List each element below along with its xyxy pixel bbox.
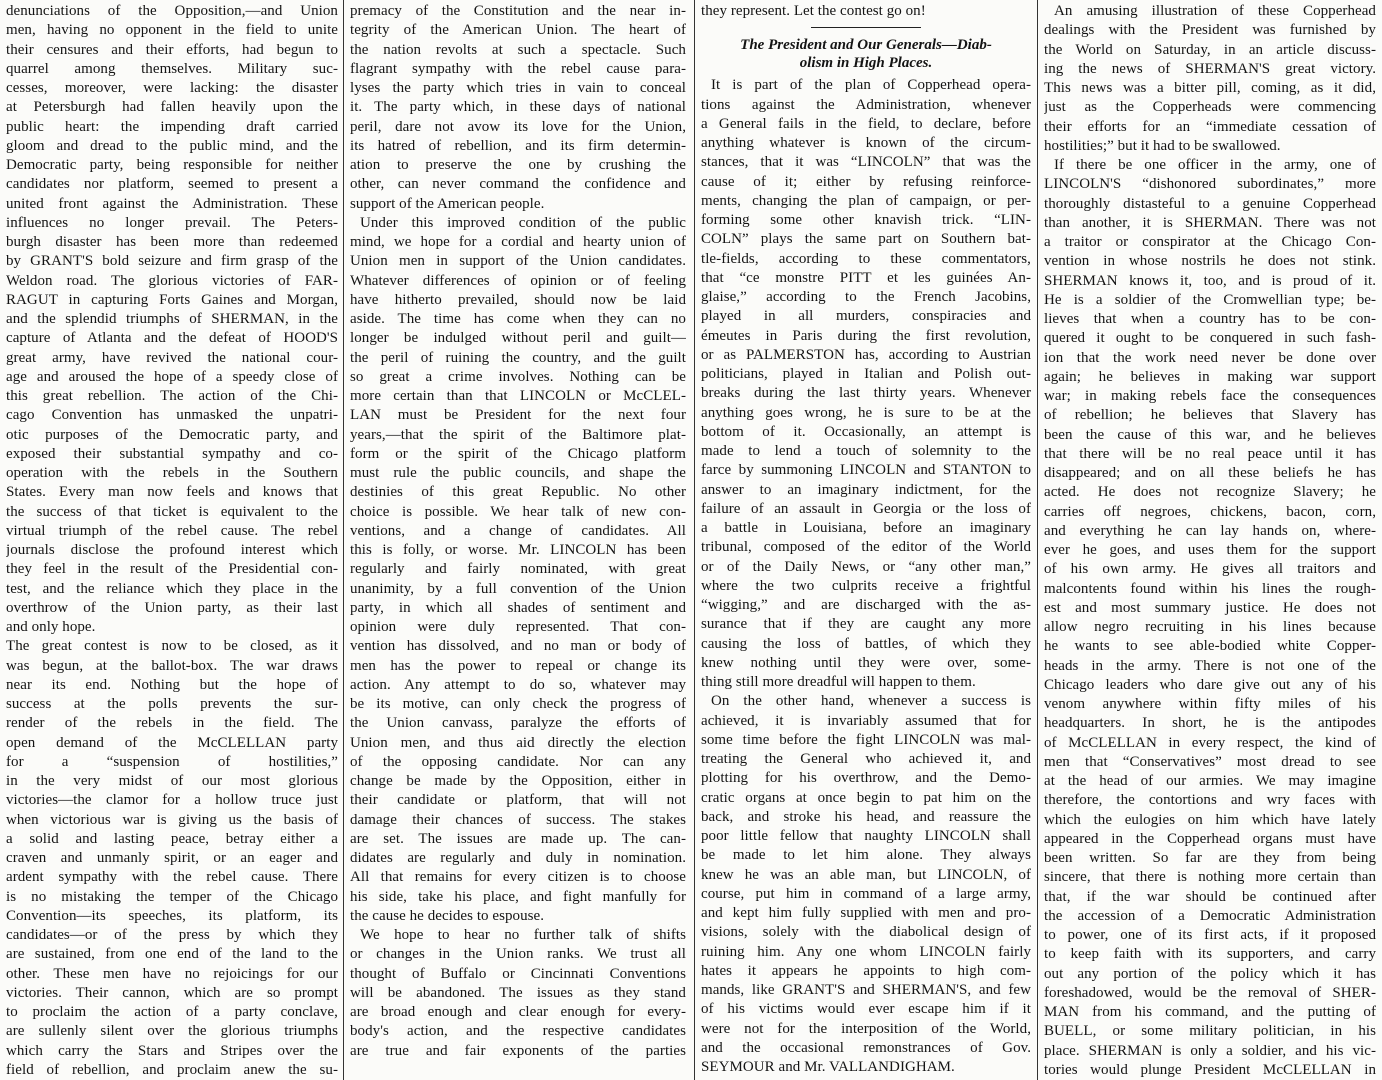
text-line: thoroughly distasteful to a genuine Copperhead [1044,195,1376,212]
text-line: a General fails in the field, to declare, before [701,115,1031,132]
text-line: field of rebellion, and proclaim anew the su- [6,1061,338,1078]
text-line: therefore, the contortions and wry faces with [1044,792,1376,809]
text-line: virtual triumph of the rebel cause. The rebel [6,522,338,539]
text-line: All that remains for every citizen is to choose [350,869,686,886]
text-line: quered it ought to be conquered in such fash- [1044,330,1376,347]
text-line: forming some other knavish trick. “LIN- [701,212,1031,228]
text-line: back, and stroke his head, and reassure the [701,808,1031,825]
text-line: and kept him fully supplied with men and pro- [701,905,1031,921]
text-line: The great contest is now to be closed, as it [6,638,338,655]
text-line: glaise,” according to the French Jacobins, [701,289,1031,305]
text-line: been the cause of this war, and he believes [1044,426,1376,443]
text-line: treating the General who achieved it, and [701,751,1031,767]
text-line: the Union canvass, paralyze the efforts of [350,715,686,732]
text-line: to power, one of its first acts, if it proposed [1044,927,1376,943]
newspaper-column-3 [701,2,1031,1078]
text-line: just as the Copperheads were commencing [1044,99,1376,116]
text-line: émeutes in Paris during the first revolution, [701,327,1031,344]
text-line: more certain than that LINCOLN or McCLEL- [350,388,686,404]
text-line: a traitor or conspirator at the Chicago Con- [1044,234,1376,250]
text-line: breaks during the last thirty years. Whenever [701,385,1031,402]
text-line: which the eulogies on him which have lately [1044,811,1376,828]
text-line: foreshadowed, would be the removal of SHER- [1044,984,1376,1001]
text-line: journals disclose the profound interest which [6,542,338,558]
text-line: support of the American people. [350,195,545,212]
text-line: of rebellion; he believes that Slavery has [1044,407,1376,424]
text-line: action. Any attempt to do so, whatever may [350,676,686,693]
text-line: are true and fair exponents of the parties [350,1042,686,1059]
text-line: its hatred of rebellion, and its firm determin- [350,137,686,154]
text-line: and the splendid triumphs of SHERMAN, in the [6,311,338,327]
text-line: near its end. Nothing but the hope of [6,676,338,693]
text-line: knew nothing until they were over, some- [701,654,1031,671]
text-line: quarrel among themselves. Military suc- [6,60,338,77]
text-line: they feel in the result of the Presidential con- [6,561,338,578]
text-line: cause of it; either by refusing reinforce- [701,173,1031,190]
text-line: denunciations of the Opposition,—and Union [6,3,338,19]
text-line: ruining him. Any one whom LINCOLN fairly [701,943,1031,960]
text-line: LINCOLN'S “dishonored subordinates,” more [1044,176,1376,193]
text-line: are sullenly silent over the glorious triumphs [6,1023,338,1040]
text-line: sincere, that there is nothing more certain than [1044,869,1376,886]
text-line: open demand of the McCLELLAN party [6,734,338,751]
text-line: at the head of our armies. We may imagine [1044,773,1376,789]
paragraph [350,214,686,926]
text-line: body's action, and the respective candidates [350,1023,686,1040]
text-line: achieved, it is invariably assumed that for [701,712,1031,729]
text-line: vention has dissolved, and no man or body of [350,638,686,655]
text-line: cesses, moreover, were lacking: the disaster [6,80,338,96]
text-line: Weldon road. The glorious victories of FAR- [6,272,338,289]
text-line: headquarters. In short, he is the antipodes [1044,715,1376,732]
text-line: of McCLELLAN in every respect, the kind of [1044,734,1376,751]
text-line: they represent. Let the contest go on! [701,3,926,19]
text-line: will be abandoned. The issues as they stand [350,984,686,1001]
text-line: MAN from his command, and the putting of [1044,1004,1376,1020]
text-line: SHERMAN knows it, too, and is proud of it. [1044,272,1376,289]
text-line: must rule the public councils, and shape the [350,465,686,481]
text-line: destinies of this great Republic. No other [350,484,686,501]
text-line: Democratic party, being responsible for neither [6,157,338,173]
text-line: regularly and fairly nominated, with great [350,561,686,578]
text-line: be its motive, can only check the progress of [350,696,686,712]
text-line: are broad enough and clear enough for every- [350,1004,686,1020]
text-line: hates it appears he appoints to high com- [701,962,1031,979]
text-line: played in all murders, conspiracies and [701,308,1031,325]
text-line: carries off negroes, chickens, bacon, corn, [1044,503,1376,520]
text-line: thought of Buffalo or Cincinnati Conventions [350,965,686,982]
text-line: have hitherto prevailed, should now be laid [350,291,686,308]
text-line: mands, like GRANT'S and SHERMAN'S, and few [701,982,1031,998]
text-line: peril, dare not avow its love for the Union, [350,118,686,135]
text-line: dealings with the President was furnished by [1044,22,1376,39]
text-line: acted. He does not recognize Slavery; he [1044,484,1376,501]
text-line: of the opposing candidate. Nor can any [350,753,686,770]
text-line: the success of that ticket is equivalent to the [6,503,338,520]
text-line: craven and unmanly spirit, or an eager and [6,850,338,866]
text-line: the World on Saturday, in an article discuss- [1044,41,1376,58]
text-line: his side, take his place, and fight manfully for [350,888,686,905]
text-line: or of the Daily News, or “any other man,” [701,558,1031,575]
text-line: He is a soldier of the Cromwellian type; be- [1044,291,1376,308]
text-line: On the other hand, whenever a success is [711,693,1031,710]
text-line: other, can never command the confidence and [350,176,686,193]
text-line: of his own army. He gives all traitors and [1044,561,1376,578]
text-line: to keep faith with its supporters, and carry [1044,946,1376,963]
text-line: age and aroused the hope of a speedy close of [6,368,338,385]
text-line: LAN must be President for the next four [350,407,686,424]
text-line: answer to an imaginary indictment, for the [701,481,1031,498]
text-line: If there be one officer in the army, one of [1054,157,1376,173]
text-line: knew he was an able man, but LINCOLN, of [701,866,1031,883]
text-line: public heart: the impending draft carried [6,118,338,135]
text-line: or as PALMERSTON has, according to Austrian [701,346,1031,363]
text-line: tions against the Administration, whenever [701,96,1031,113]
text-line: It is part of the plan of Copperhead opera- [711,77,1031,94]
text-line: heads in the army. There is not one of the [1044,657,1376,674]
text-line: lyses the party which tries in vain to conceal [350,80,686,96]
text-line: plotting for his overthrow, and the Demo- [701,770,1031,787]
text-line: tories would plunge President McCLELLAN in [1044,1061,1376,1078]
paragraph [701,76,1031,692]
text-line: are set. The issues are made up. The can- [350,830,686,847]
text-line: surance that if they are caught any more [701,616,1031,633]
text-line: made to lend a touch of solemnity to the [701,443,1031,459]
text-line: BUELL, or some military politician, in his [1044,1023,1376,1040]
text-line: influences no longer prevail. The Peters- [6,214,338,231]
text-line: ing the news of SHERMAN'S great victory. [1044,60,1376,77]
text-line: victories. Their cannon, which are so prompt [6,984,338,1001]
text-line: lieves that when a country has to be con- [1044,311,1376,327]
text-line: so great a crime involves. Nothing can be [350,368,686,385]
text-line: Union men, and thus aid directly the election [350,734,686,751]
text-line: be made to let him alone. They always [701,847,1031,864]
text-line: to proclaim the action of a party conclave, [6,1004,338,1020]
text-line: cago Convention has unmasked the unpatri- [6,407,338,424]
text-line: that, if the war should be continued after [1044,888,1376,905]
text-line: operation with the rebels in the Southern [6,465,338,481]
text-line: where the two culprits receive a frightful [701,577,1031,594]
text-line: ventions, and a change of candidates. All [350,522,686,539]
text-line: ion that the work need never be done over [1044,349,1376,366]
paragraph [6,2,338,637]
text-line: damage their chances of success. The stakes [350,811,686,828]
text-line: their censures and their efforts, had begun to [6,41,338,58]
text-line: gloom and dread to the public mind, and the [6,137,338,154]
text-line: that “ce monstre PITT et les guinées An- [701,269,1031,286]
text-line: cratic organs at once begin to pat him on the [701,789,1031,806]
paragraph [1044,2,1376,156]
text-line: or changes in the Union ranks. We trust all [350,946,686,963]
text-line: their candidate or platform, that will not [350,792,686,809]
text-line: causing the loss of battles, of which they [701,635,1031,652]
text-line: party, in which all shades of sentiment and [350,599,686,616]
text-line: stances, that it was “LINCOLN” that was the [701,154,1031,171]
text-line: war; in making rebels face the consequences [1044,388,1376,404]
text-line: change be made by the Opposition, either in [350,773,686,789]
text-line: States. Every man now feels and knows that [6,484,338,501]
text-line: than another, it is SHERMAN. There was not [1044,214,1376,231]
text-line: tle-fields, according to these commentators, [701,250,1031,267]
text-line: aside. The time has come when they can no [350,311,686,327]
text-line: ever he goes, and uses them for the support [1044,542,1376,558]
text-line: An amusing illustration of these Copperhead [1054,3,1376,19]
text-line: est and most summary justice. He does not [1044,599,1376,616]
text-line: Union men in support of the Union candidates. [350,253,686,270]
text-line: great army, have revived the national cour- [6,349,338,366]
text-line: that there will be no real peace until it has [1044,445,1376,462]
text-line: render of the rebels in the field. The [6,715,338,732]
text-line: place. SHERMAN is only a soldier, and his vic- [1044,1042,1376,1059]
paragraph [701,2,1031,21]
paragraph [6,637,338,1078]
text-line: which carry the Stars and Stripes over the [6,1042,338,1059]
text-line: anything whatever is known of the circum- [701,135,1031,151]
text-line: otic purposes of the Democratic party, and [6,426,338,443]
text-line: opinion were duly represented. That con- [350,619,686,635]
text-line: of his victims would ever escape him if it [701,1001,1031,1018]
text-line: venom anywhere within fifty miles of his [1044,696,1376,712]
text-line: RAGUT in capturing Forts Gaines and Morgan, [6,291,338,308]
text-line: are sustained, from one end of the land to the [6,946,338,963]
paragraph [701,692,1031,1077]
text-line: victories—the clamor for a hollow truce just [6,792,338,809]
text-line: COLN” plays the same part on Southern bat- [701,231,1031,248]
text-line: was begun, at the ballot-box. The war draws [6,657,338,674]
text-line: longer be indulged without peril and guilt— [350,330,686,347]
text-line: the cause he decides to espouse. [350,907,545,924]
text-line: appeared in the Copperhead organs must have [1044,830,1376,847]
text-line: failure of an assault in Georgia or the loss of [701,500,1031,517]
text-line: Under this improved condition of the public [360,214,686,231]
text-line: thing still more dreadful will happen to them. [701,674,976,690]
text-line: disappeared; and on all these beliefs he has [1044,465,1376,481]
text-line: didates are regularly and duly in nomination. [350,850,686,866]
text-line: malcontents found within his lines the rough- [1044,580,1376,597]
text-line: tribunal, composed of the editor of the World [701,539,1031,556]
text-line: the accession of a Democratic Administration [1044,907,1376,924]
column-rule [343,0,344,1080]
text-line: the nation revolts at such a spectacle. Such [350,41,686,58]
text-line: a solid and lasting peace, betray either a [6,830,338,847]
column-rule [1037,0,1038,1080]
text-line: unanimity, by a full convention of the Union [350,580,686,597]
text-line: and everything he can lay hands on, where- [1044,522,1376,539]
paragraph [350,2,686,214]
text-line: ments, changing the plan of campaign, or per- [701,192,1031,209]
text-line: test, and the reliance which they place in the [6,580,338,597]
text-line: men has the power to repeal or change its [350,657,686,674]
text-line: their efforts for an “immediate cessation of [1044,118,1376,135]
text-line: tegrity of the American Union. The heart of [350,22,686,39]
text-line: premacy of the Constitution and the near in- [350,3,686,19]
text-line: the peril of ruining the country, and the guilt [350,349,686,366]
newspaper-column-2 [350,2,686,1078]
text-line: years,—that the spirit of the Baltimore plat- [350,426,686,443]
text-line: other. These men have no rejoicings for our [6,965,338,982]
text-line: in the very midst of our most glorious [6,773,338,789]
newspaper-column-4 [1044,2,1376,1078]
text-line: united front against the Administration. These [6,195,338,212]
text-line: he wants to see able-bodied white Copper- [1044,638,1376,655]
text-line: is no mistaking the temper of the Chicago [6,888,338,905]
text-line: been written. So far are they from being [1044,850,1376,866]
article-headline: olism in High Places. [799,55,933,72]
text-line: farce by summoning LINCOLN and STANTON to [701,462,1031,479]
text-line: ation to preserve the one by crushing the [350,157,686,173]
text-line: hostilities;” but it had to be swallowed. [1044,137,1281,154]
text-line: vention in whose nostrils he does not stink. [1044,253,1376,270]
text-line: anything goes wrong, he is sure to be at the [701,404,1031,421]
text-line: politicians, played in Italian and Polish out- [701,366,1031,382]
text-line: burgh disaster has been more than redeemed [6,234,338,250]
text-line: poor little fellow that naughty LINCOLN shall [701,828,1031,844]
paragraph [1044,156,1376,1078]
text-line: again; he believes in making war support [1044,368,1376,385]
text-line: mind, we hope for a cordial and hearty union of [350,234,686,250]
text-line: this is folly, or worse. Mr. LINCOLN has been [350,542,686,558]
text-line: capture of Atlanta and the defeat of HOOD'S [6,330,338,347]
text-line: allow negro recruiting in his lines because [1044,619,1376,635]
text-line: ardent sympathy with the rebel cause. There [6,869,338,886]
text-line: men that “Conservatives” most dread to see [1044,753,1376,770]
text-line: visions, solely with the diabolical design of [701,924,1031,941]
text-line: for a “suspension of hostilities,” [6,753,338,770]
text-line: bottom of it. Occasionally, an attempt is [701,423,1031,440]
article-headline: The President and Our Generals—Diab- [740,37,992,54]
text-line: out any portion of the policy which it has [1044,965,1376,982]
text-line: choice is possible. We hear talk of new con- [350,503,686,520]
text-line: exposed their substantial sympathy and co- [6,445,338,462]
text-line: “wigging,” and are discharged with the as- [701,597,1031,613]
section-divider [811,27,921,28]
text-line: candidates—or of the press by which they [6,927,338,943]
paragraph [350,926,686,1061]
text-line: overthrow of the Union party, as their last [6,599,338,616]
text-line: Convention—its speeches, its platform, its [6,907,338,924]
text-line: were not for the interposition of the World, [701,1020,1031,1037]
column-rule [694,0,695,1080]
text-line: some time before the fight LINCOLN was mal- [701,731,1031,748]
newspaper-column-1 [6,2,338,1078]
text-line: at Petersburgh had fallen heavily upon the [6,99,338,116]
text-line: form or the spirit of the Chicago platform [350,445,686,462]
text-line: Whatever differences of opinion or of feeling [350,272,686,289]
text-line: and the occasional remonstrances of Gov. [701,1039,1031,1056]
text-line: This news was a bitter pill, coming, as it did, [1044,80,1376,96]
text-line: by GRANT'S bold seizure and firm grasp of the [6,253,338,270]
text-line: Chicago leaders who dare give out any of his [1044,676,1376,693]
text-line: success at the polls prevents the sur- [6,696,338,712]
text-line: We hope to hear no further talk of shifts [360,927,686,943]
text-line: when victorious war is giving us the basis of [6,811,338,828]
text-line: this great rebellion. The action of the Chi- [6,388,338,404]
text-line: course, put him in command of a large army, [701,885,1031,902]
text-line: it. The party which, in these days of national [350,99,686,116]
text-line: men, having no opponent in the field to unite [6,22,338,39]
text-line: flagrant sympathy with the rebel cause para- [350,60,686,77]
text-line: candidates nor platform, seemed to present a [6,176,338,193]
text-line: and only hope. [6,619,96,635]
text-line: SEYMOUR and Mr. VALLANDIGHAM. [701,1059,955,1075]
text-line: a battle in Louisiana, before an imaginary [701,520,1031,536]
